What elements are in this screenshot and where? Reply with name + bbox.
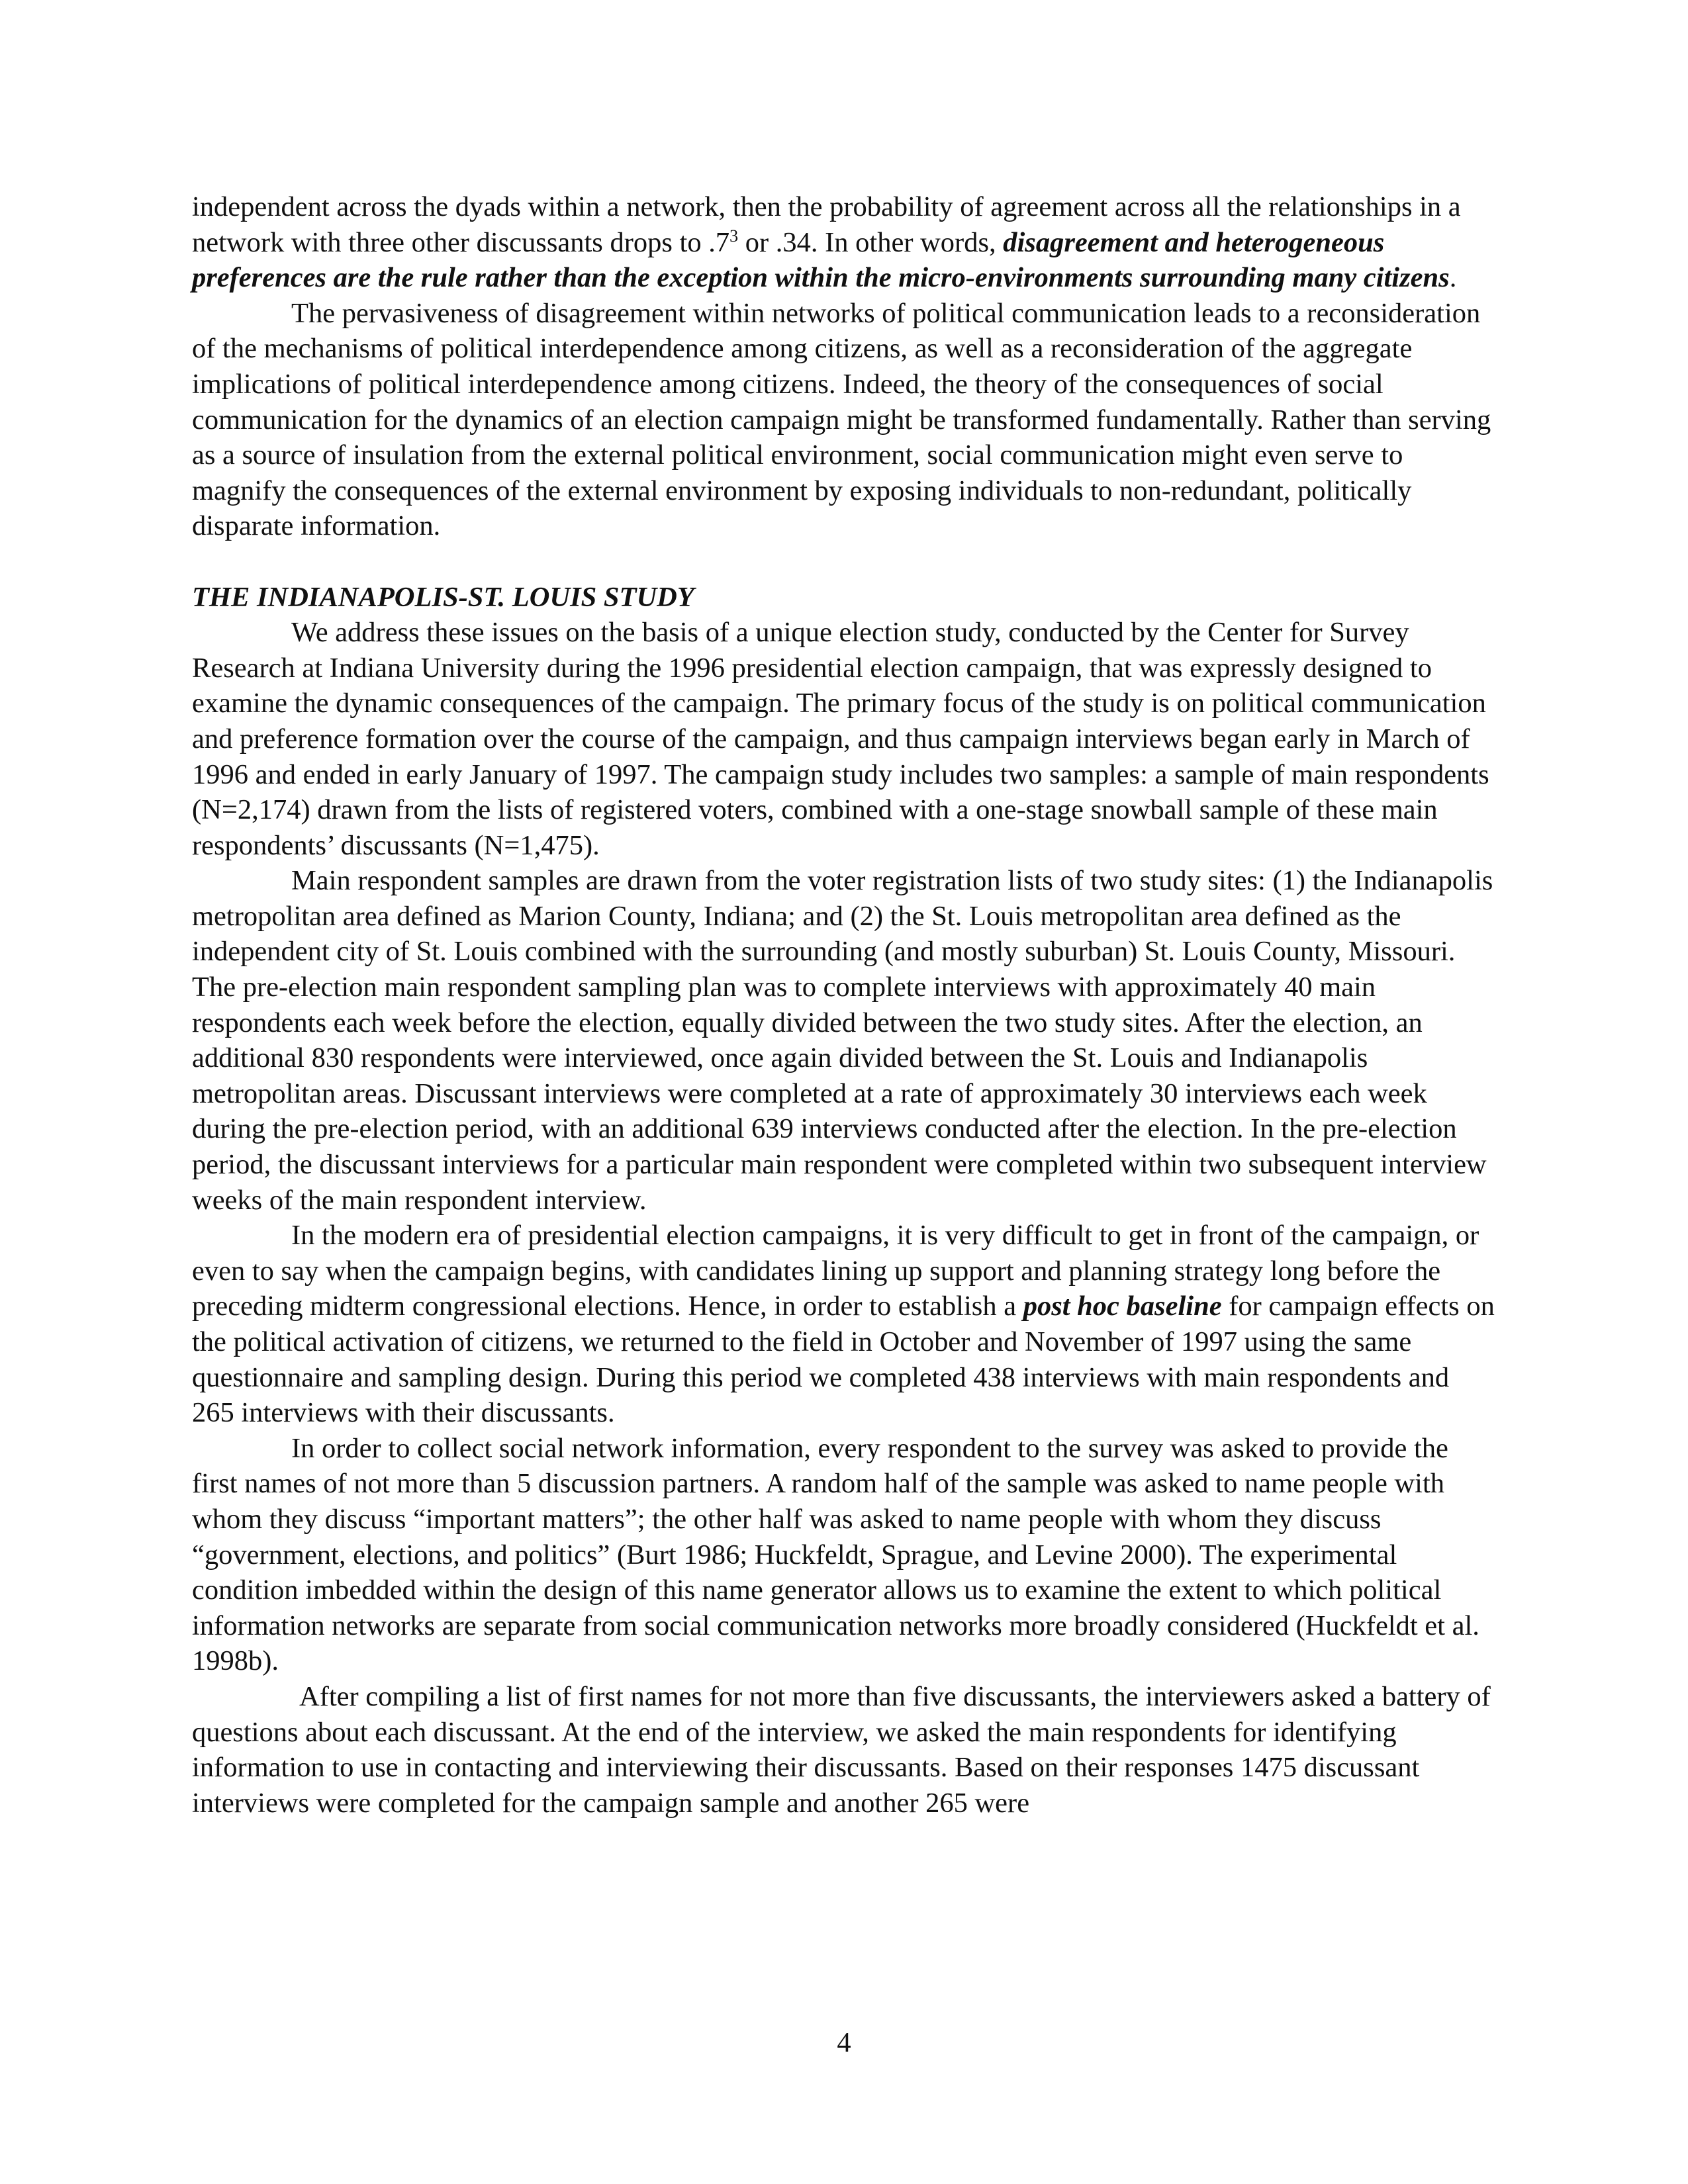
paragraph-3: We address these issues on the basis of a unique election study, conducted by the Center for Survey Research at Indiana University during the 1996 presidential election campaign, that was expressly designed to examine the dynamic consequences of the campaign. The primary focus of the study is on political communication and preference formation over the course of the campaign, and thus campaign interviews began early in March of 1996 and ended in early January of 1997. The campaign study includes two samples: a sample of main respondents (N=2,174) drawn from the lists of registered voters, combined with a one-stage snowball sample of these main respondents’ discussants (N=1,475). (192, 617, 1489, 861)
paragraph-1 (192, 189, 1496, 296)
section-heading: THE INDIANAPOLIS-ST. LOUIS STUDY (192, 581, 694, 613)
page-body (192, 189, 1496, 1821)
page-number: 4 (837, 2027, 851, 2058)
paragraph-1-text-c: . (1449, 262, 1457, 294)
exponent: 3 (729, 226, 739, 246)
paragraph-1-text-a: independent across the dyads within a network, then the probability of agreement across all the relationships in a network with three other discussants drops to .7 (192, 191, 1461, 258)
emphasis-post-hoc-baseline: post hoc baseline (1023, 1291, 1222, 1322)
paragraph-1-text-b: or .34. In other words, (738, 226, 1004, 258)
paragraph-5-text-b: for campaign effects on the political activation of citizens, we returned to the field in October and November of 1997 using the same questionnaire and sampling design. During this period we completed 438 interviews with main respondents and 265 interviews with their discussants. (192, 1291, 1495, 1429)
paragraph-4: Main respondent samples are drawn from the voter registration lists of two study sites: (1) the Indianapolis metropolitan area defined as Marion County, Indiana; and (2) the St. Louis metropolitan area defined as the independent city of St. Louis combined with the surrounding (and mostly suburban) St. Louis County, Missouri. The pre-election main respondent sampling plan was to complete interviews with approximately 40 main respondents each week before the election, equally divided between the two study sites. After the election, an additional 830 respondents were interviewed, once again divided between the St. Louis and Indianapolis metropolitan areas. Discussant interviews were completed at a rate of approximately 30 interviews each week during the pre-election period, with an additional 639 interviews conducted after the election. In the pre-election period, the discussant interviews for a particular main respondent were completed within two subsequent interview weeks of the main respondent interview. (192, 865, 1493, 1216)
paragraph-2: The pervasiveness of disagreement within networks of political communication leads to a reconsideration of the mechanisms of political interdependence among citizens, as well as a reconsideration of the aggregate implications of political interdependence among citizens. Indeed, the theory of the consequences of social communication for the dynamics of an election campaign might be transformed fundamentally. Rather than serving as a source of insulation from the external political environment, social communication might even serve to magnify the consequences of the external environment by exposing individuals to non-redundant, politically disparate information. (192, 297, 1491, 542)
paragraph-7: After compiling a list of first names for not more than five discussants, the interviewers asked a battery of questions about each discussant. At the end of the interview, we asked the main respondents for identifying information to use in contacting and interviewing their discussants. Based on their responses 1475 discussant interviews were completed for the campaign sample and another 265 were (192, 1680, 1491, 1819)
paragraph-5 (192, 1218, 1496, 1431)
paragraph-5-text-a: In the modern era of presidential election campaigns, it is very difficult to get in front of the campaign, or even to say when the campaign begins, with candidates lining up support and planning strategy long before the preceding midterm congressional elections. Hence, in order to establish a (192, 1220, 1479, 1322)
emphasis-disagreement: disagreement and heterogeneous preferences are the rule rather than the exception within the micro-environments surrounding many citizens (192, 226, 1450, 294)
paragraph-6: In order to collect social network information, every respondent to the survey was asked to provide the first names of not more than 5 discussion partners. A random half of the sample was asked to name people with whom they discuss “important matters”; the other half was asked to name people with whom they discuss “government, elections, and politics” (Burt 1986; Huckfeldt, Sprague, and Levine 2000). The experimental condition imbedded within the design of this name generator allows us to examine the extent to which political information networks are separate from social communication networks more broadly considered (Huckfeldt et al. 1998b). (192, 1432, 1479, 1677)
